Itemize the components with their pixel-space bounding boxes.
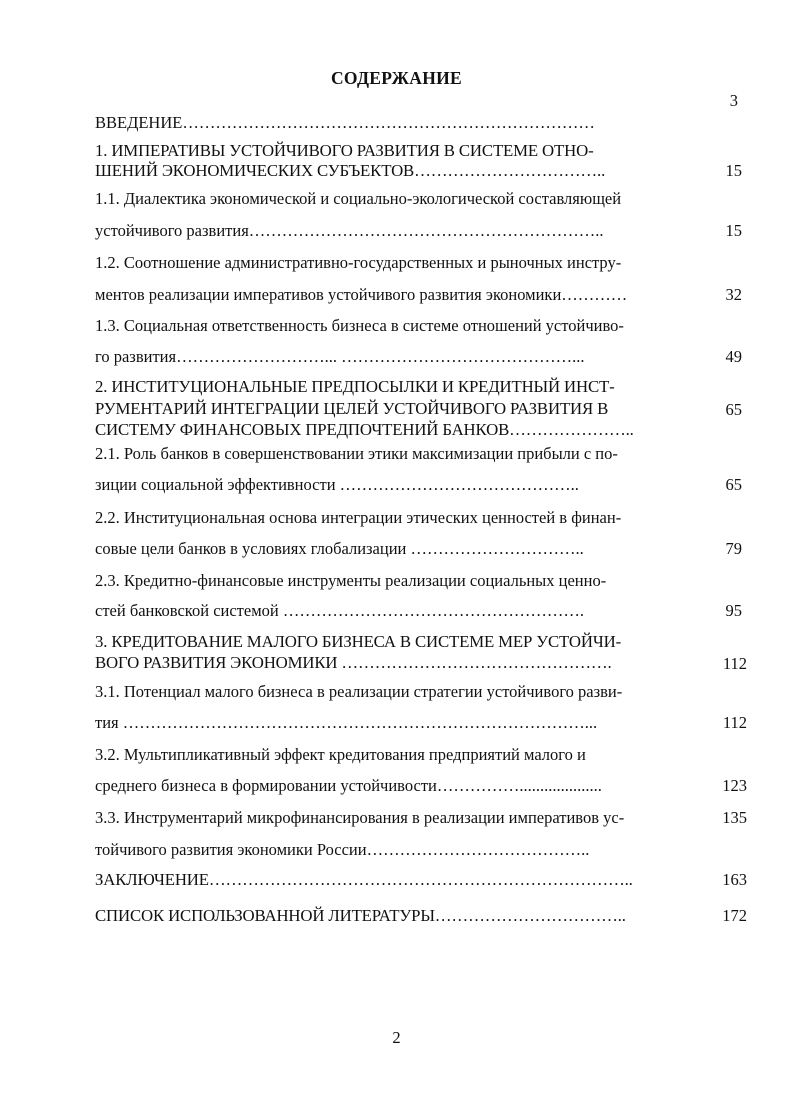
toc-s3-1-line1: 3.1. Потенциал малого бизнеса в реализации стратегии устойчивого разви- (95, 682, 623, 701)
toc-s2-2-page: 79 (725, 539, 742, 558)
page-number: 2 (392, 1028, 401, 1047)
toc-ch1-line1: 1. ИМПЕРАТИВЫ УСТОЙЧИВОГО РАЗВИТИЯ В СИСТЕМЕ ОТНО- (95, 141, 594, 160)
toc-conclusion-page: 163 (722, 870, 747, 889)
toc-s2-1-line2: зиции социальной эффективности …………………………………….. (95, 475, 579, 494)
toc-ch2-line3: СИСТЕМУ ФИНАНСОВЫХ ПРЕДПОЧТЕНИЙ БАНКОВ………………….. (95, 420, 634, 439)
toc-s1-2-page: 32 (725, 285, 742, 304)
toc-ch1-line2: ШЕНИЙ ЭКОНОМИЧЕСКИХ СУБЪЕКТОВ…………………………….. (95, 161, 606, 180)
toc-ch2-line1: 2. ИНСТИТУЦИОНАЛЬНЫЕ ПРЕДПОСЫЛКИ И КРЕДИТНЫЙ ИНСТ- (95, 377, 615, 396)
toc-ch3-page: 112 (722, 654, 747, 673)
toc-s1-3-page: 49 (725, 347, 742, 366)
toc-s1-2-line2: ментов реализации императивов устойчивого развития экономики………… (95, 285, 628, 304)
toc-s2-2-line1: 2.2. Институциональная основа интеграции этических ценностей в финан- (95, 508, 622, 527)
toc-intro-page: 3 (729, 91, 738, 110)
toc-ch2-page: 65 (725, 400, 742, 419)
toc-s2-3-page: 95 (725, 601, 742, 620)
toc-s1-3-line2: го развития………………………... ……………………………………... (95, 347, 585, 366)
toc-s1-1-line1: 1.1. Диалектика экономической и социально-экологической составляющей (95, 189, 622, 208)
toc-intro-label: ВВЕДЕНИЕ………………………………………………………………… (95, 113, 595, 132)
toc-s3-2-line2: среднего бизнеса в формировании устойчивости…………….................... (95, 776, 602, 795)
toc-conclusion-label: ЗАКЛЮЧЕНИЕ………………………………………………………………….. (95, 870, 633, 889)
toc-s3-3-line1: 3.3. Инструментарий микрофинансирования в реализации императивов ус- (95, 808, 625, 827)
toc-s3-3-line2: тойчивого развития экономики России………………………………….. (95, 840, 590, 859)
page-title: СОДЕРЖАНИЕ (330, 68, 462, 88)
toc-ch1-page: 15 (725, 161, 742, 180)
toc-s2-2-line2: совые цели банков в условиях глобализации ………………………….. (95, 539, 584, 558)
toc-s3-1-page: 112 (722, 713, 747, 732)
toc-bibliography-page: 172 (722, 906, 747, 925)
toc-s2-3-line1: 2.3. Кредитно-финансовые инструменты реализации социальных ценно- (95, 571, 607, 590)
toc-s3-3-page: 135 (722, 808, 747, 827)
toc-s2-1-page: 65 (725, 475, 742, 494)
toc-s1-2-line1: 1.2. Соотношение административно-государственных и рыночных инстру- (95, 253, 622, 272)
toc-s3-2-line1: 3.2. Мультипликативный эффект кредитования предприятий малого и (95, 745, 586, 764)
toc-s2-3-line2: стей банковской системой ………………………………………………. (95, 601, 584, 620)
toc-s3-1-line2: тия …………………………………………………………………………... (95, 713, 598, 732)
toc-ch2-line2: РУМЕНТАРИЙ ИНТЕГРАЦИИ ЦЕЛЕЙ УСТОЙЧИВОГО РАЗВИТИЯ В (95, 399, 609, 418)
toc-s1-3-line1: 1.3. Социальная ответственность бизнеса в системе отношений устойчиво- (95, 316, 624, 335)
toc-s3-2-page: 123 (722, 776, 747, 795)
toc-s1-1-line2: устойчивого развития……………………………………………………….. (95, 221, 604, 240)
toc-ch3-line1: 3. КРЕДИТОВАНИЕ МАЛОГО БИЗНЕСА В СИСТЕМЕ МЕР УСТОЙЧИ- (95, 632, 622, 651)
toc-s2-1-line1: 2.1. Роль банков в совершенствовании этики максимизации прибыли с по- (95, 444, 618, 463)
toc-s1-1-page: 15 (725, 221, 742, 240)
toc-ch3-line2: ВОГО РАЗВИТИЯ ЭКОНОМИКИ …………………………………………. (95, 653, 612, 672)
toc-bibliography-label: СПИСОК ИСПОЛЬЗОВАННОЙ ЛИТЕРАТУРЫ…………………………….. (95, 906, 626, 925)
